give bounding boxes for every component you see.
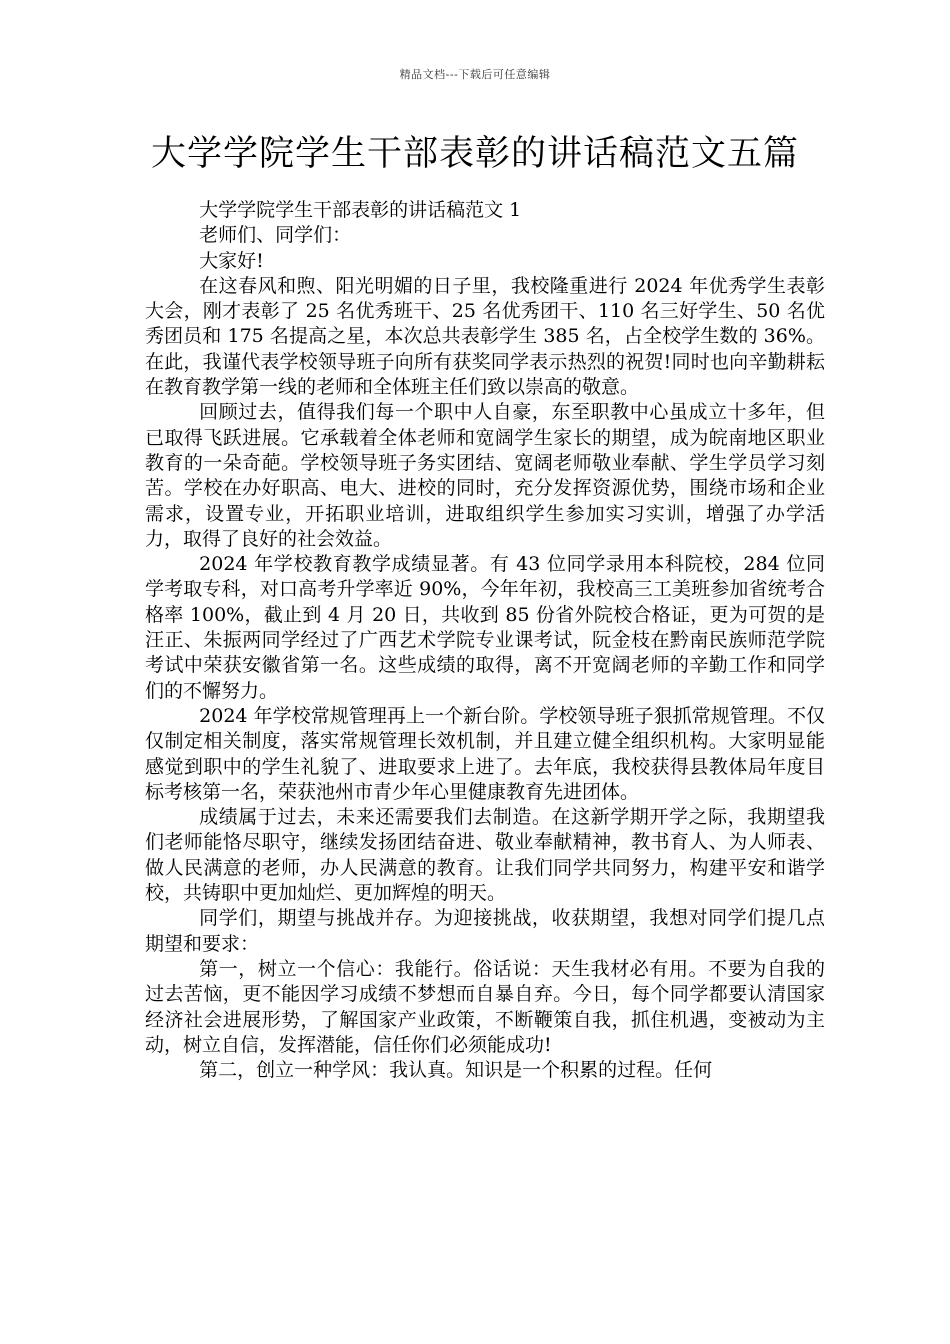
paragraph: 回顾过去，值得我们每一个职中人自豪，东至职教中心虽成立十多年，但已取得飞跃进展。它承载着全体老师和宽阔学生家长的期望，成为皖南地区职业教育的一朵奇葩。学校领导班子务实团结、宽阔老师敬业奉献、学生学员学习刻苦。学校在办好职高、电大、进校的同时，充分发挥资源优势，围绕市场和企业需求，设置专业，开拓职业培训，进取组织学生参加实习实训，增强了办学活力，取得了良好的社会效益。	[145, 401, 825, 550]
paragraph-subtitle: 大学学院学生干部表彰的讲话稿范文 1	[199, 199, 522, 221]
paragraph-salutation: 老师们、同学们：	[199, 224, 352, 247]
paragraph: 第一，树立一个信心：我能行。俗话说：天生我材必有用。不要为自我的过去苦恼，更不能因学习成绩不梦想而自暴自弃。今日，每个同学都要认清国家经济社会进展形势，了解国家产业政策，不断鞭策自我，抓住机遇，变被动为主动，树立自信，发挥潜能，信任你们必须能成功!	[145, 957, 825, 1056]
document-title: 大学学院学生干部表彰的讲话稿范文五篇	[150, 134, 799, 174]
header-note: 精品文档---下载后可任意编辑	[399, 68, 551, 81]
paragraph: 2024 年学校常规管理再上一个新台阶。学校领导班子狠抓常规管理。不仅仅制定相关制度，落实常规管理长效机制，并且建立健全组织机构。大家明显能感觉到职中的学生礼貌了、进取要求上进了。去年底，我校获得县教体局年度目标考核第一名，荣获池州市青少年心里健康教育先进团体。	[145, 704, 825, 803]
paragraph: 在这春风和煦、阳光明媚的日子里，我校隆重进行 2024 年优秀学生表彰大会，刚才表彰了 25 名优秀班干、25 名优秀团干、110 名三好学生、50 名优秀团员和 175 名提高之星，本次总共表彰学生 385 名，占全校学生数的 36%。在此，我谨代表学校领导班子向所有获奖同学表示热烈的祝贺!同时也向辛勤耕耘在教育教学第一线的老师和全体班主任们致以崇高的敬意。	[145, 274, 825, 399]
paragraph-greeting: 大家好!	[199, 249, 264, 272]
paragraph: 2024 年学校教育教学成绩显著。有 43 位同学录用本科院校，284 位同学考取专科，对口高考升学率近 90%，今年年初，我校高三工美班参加省统考合格率 100%，截止到 4 月 20 日，共收到 85 份省外院校合格证，更为可贺的是汪正、朱振两同学经过了广西艺术学院专业课考试，阮金枝在黔南民族师范学院考试中荣获安徽省第一名。这些成绩的取得，离不开宽阔老师的辛勤工作和同学们的不懈努力。	[145, 553, 825, 702]
paragraph: 同学们，期望与挑战并存。为迎接挑战，收获期望，我想对同学们提几点期望和要求：	[145, 907, 825, 955]
paragraph: 成绩属于过去，未来还需要我们去制造。在这新学期开学之际，我期望我们老师能恪尽职守，继续发扬团结奋进、敬业奉献精神，教书育人、为人师表、做人民满意的老师，办人民满意的教育。让我们同学共同努力，构建平安和谐学校，共铸职中更加灿烂、更加辉煌的明天。	[145, 806, 825, 905]
paragraph: 第二，创立一种学风：我认真。知识是一个积累的过程。任何	[199, 1059, 713, 1082]
document-body	[145, 198, 825, 1083]
